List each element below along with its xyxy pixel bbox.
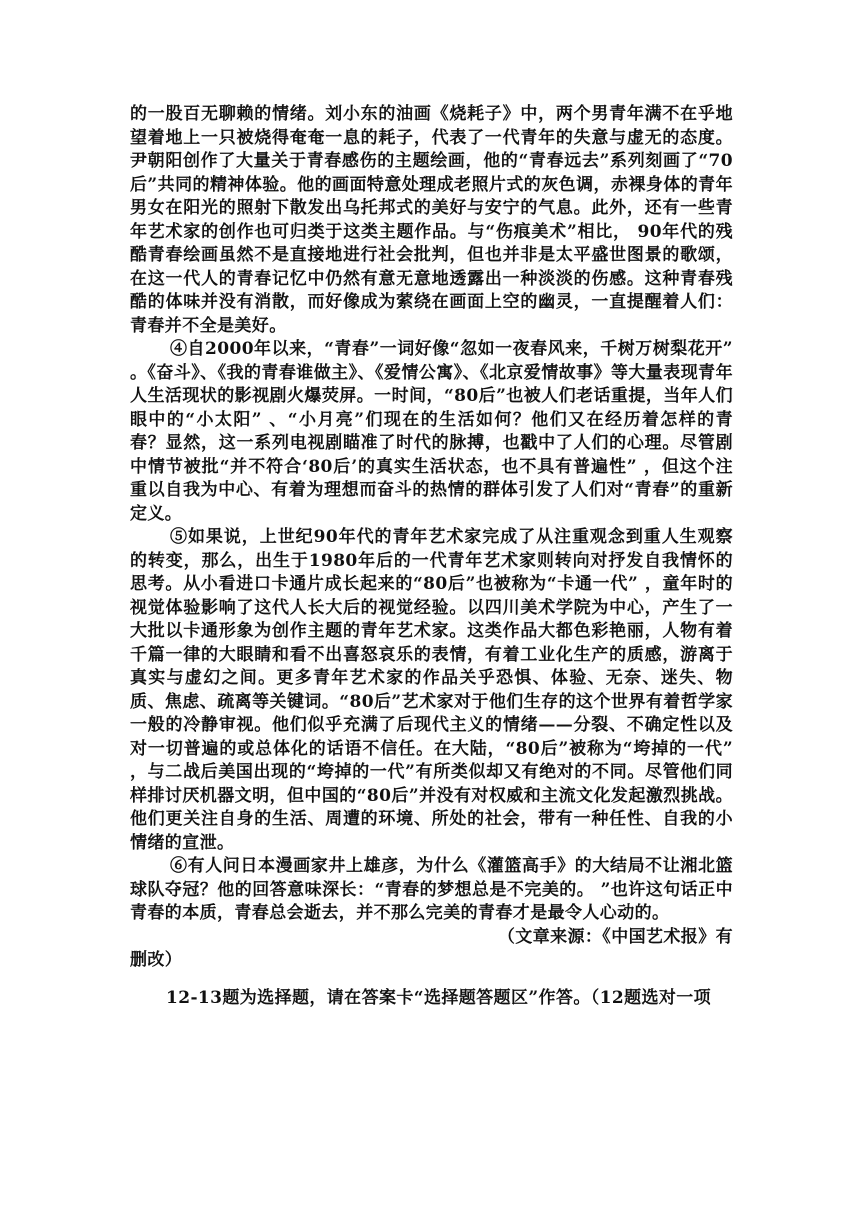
paragraph-3-continuation: 的一股百无聊赖的情绪。刘小东的油画《烧耗子》中，两个男青年满不在乎地望着地上一只被烧得奄奄一息的耗子，代表了一代青年的失意与虚无的态度。尹朝阳创作了大量关于青春感伤的主题绘画，他的“青春远去”系列刻画了“70后”共同的精神体验。他的画面特意处理成老照片式的灰色调，赤裸身体的青年男女在阳光的照射下散发出乌托邦式的美好与安宁的气息。此外，还有一些青年艺术家的创作也可归类于这类主题作品。与“伤痕美术”相比， 90年代的残酷青春绘画虽然不是直接地进行社会批判，但也并非是太平盛世图景的歌颂，在这一代人的青春记忆中仍然有意无意地透露出一种淡淡的伤感。这种青春残酷的体味并没有消散，而好像成为萦绕在画面上空的幽灵，一直提醒着人们：青春并不全是美好。 [130,104,733,336]
document-page [130,103,733,1010]
article-source: （文章来源：《中国艺术报》有 [497,926,733,947]
paragraph-6: ⑥有人问日本漫画家井上雄彦，为什么《灌篮高手》的大结局不让湘北篮球队夺冠？他的回答意味深长：“青春的梦想总是不完美的。 ”也许这句话正中青春的本质，青春总会逝去，并不那么完美的青春才是最令人心动的。 [130,856,733,923]
paragraph-5: ⑤如果说，上世纪90年代的青年艺术家完成了从注重观念到重人生观察的转变，那么，出生于1980年后的一代青年艺术家则转向对抒发自我情怀的思考。从小看进口卡通片成长起来的“80后”也被称为“卡通一代” ，童年时的视觉体验影响了这代人长大后的视觉经验。以四川美术学院为中心，产生了一大批以卡通形象为创作主题的青年艺术家。这类作品大都色彩艳丽，人物有着千篇一律的大眼睛和看不出喜怒哀乐的表情，有着工业化生产的质感，游离于真实与虚幻之间。更多青年艺术家的作品关乎恐惧、体验、无奈、迷失、物质、焦虑、疏离等关键词。“80后”艺术家对于他们生存的这个世界有着哲学家一般的冷静审视。他们似乎充满了后现代主义的情绪——分裂、不确定性以及对一切普遍的或总体化的话语不信任。在大陆，“80后”被称为“垮掉的一代” ，与二战后美国出现的“垮掉的一代”有所类似却又有绝对的不同。尽管他们同样排讨厌机器文明，但中国的“80后”并没有对权威和主流文化发起激烈挑战。他们更关注自身的生活、周遭的环境、所处的社会，带有一种任性、自我的小情绪的宣泄。 [130,527,733,853]
paragraph-4: ④自2000年以来，“青春”一词好像“忽如一夜春风来，千树万树梨花开” 。《奋斗》、《我的青春谁做主》、《爱情公寓》、《北京爱情故事》等大量表现青年人生活现状的影视剧火爆荧屏。一时间，“80后”也被人们老话重提，当年人们眼中的“小太阳” 、“小月亮”们现在的生活如何？他们又在经历着怎样的青春？显然，这一系列电视剧瞄准了时代的脉搏，也戳中了人们的心理。尽管剧中情节被批“并不符合‘80后’的真实生活状态，也不具有普遍性” ，但这个注重以自我为中心、有着为理想而奋斗的热情的群体引发了人们对“青春”的重新定义。 [130,339,733,524]
article-source-tail: 删改） [130,950,183,970]
question-instruction: 12-13题为选择题，请在答案卡“选择题答题区”作答。（12题选对一项 [166,987,712,1008]
